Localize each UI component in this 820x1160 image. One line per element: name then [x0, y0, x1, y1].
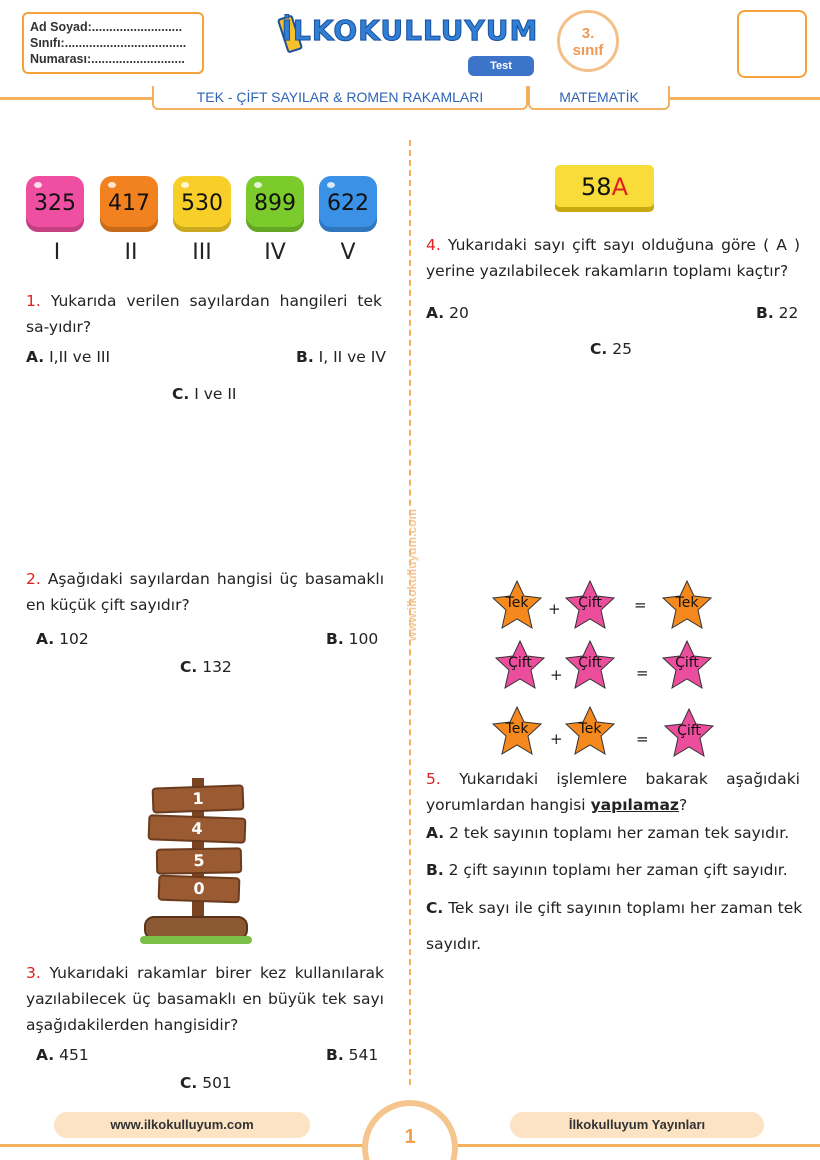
number-label: Numarası:........................... [30, 52, 185, 66]
question-number: 4. [426, 236, 441, 254]
plus-sign: + [550, 666, 563, 684]
tile-value: 530 [181, 191, 223, 216]
question-2-text [26, 566, 384, 618]
star-label: Çift [508, 655, 532, 671]
roman-numeral: IV [264, 240, 286, 265]
option-letter: B. [756, 304, 774, 322]
option-letter: B. [326, 1046, 344, 1064]
number-tile [319, 176, 377, 232]
roman-numeral: III [192, 240, 212, 265]
option-text: 2 tek sayının toplamı her zaman tek sayıdır. [449, 824, 790, 842]
plus-sign: + [550, 730, 563, 748]
question-number: 3. [26, 964, 41, 982]
equals-sign: = [634, 596, 647, 614]
star-label: Tek [505, 595, 529, 611]
option-text: I ve II [194, 385, 237, 403]
question-1-text [26, 288, 382, 340]
tile-value: 622 [327, 191, 369, 216]
tile-value: 417 [108, 191, 150, 216]
q1-option-c[interactable] [172, 385, 236, 403]
q4-option-b[interactable] [756, 304, 798, 322]
question-body: Yukarıdaki rakamlar birer kez kullanılarak yazılabilecek üç basamaklı en büyük tek sayı aşağıdakilerden hangisidir? [26, 964, 384, 1034]
option-letter: A. [26, 348, 45, 366]
wooden-signpost [138, 770, 258, 948]
star-label: Tek [578, 721, 602, 737]
star-icon [563, 704, 617, 758]
option-letter: A. [36, 1046, 55, 1064]
option-letter: C. [180, 658, 198, 676]
number-tile [173, 176, 231, 232]
page-number: 1 [362, 1100, 458, 1160]
q3-option-a[interactable] [36, 1046, 89, 1064]
star-icon [660, 578, 714, 632]
box-digits: 58 [581, 173, 612, 201]
option-text: 2 çift sayının toplamı her zaman çift sayıdır. [448, 861, 788, 879]
number-box [555, 165, 654, 212]
question-number: 1. [26, 292, 41, 310]
star-icon [490, 704, 544, 758]
box-letter: A [611, 173, 628, 201]
plus-sign: + [548, 600, 561, 618]
star-icon [563, 638, 617, 692]
equals-sign: = [636, 730, 649, 748]
number-tile [26, 176, 84, 232]
question-body: Yukarıda verilen sayılardan hangileri tek sa-yıdır? [26, 292, 382, 336]
star-label: Çift [578, 595, 602, 611]
q2-option-b[interactable] [326, 630, 378, 648]
q3-option-b[interactable] [326, 1046, 378, 1064]
option-text: 132 [202, 658, 232, 676]
subject-title: MATEMATİK [528, 86, 670, 110]
option-text: 20 [449, 304, 469, 322]
number-tile [246, 176, 304, 232]
option-text: I,II ve III [49, 348, 111, 366]
tile-value: 899 [254, 191, 296, 216]
student-info-box [22, 12, 204, 74]
option-text: Tek sayı ile çift sayının toplamı her zaman tek [448, 899, 803, 917]
grade-badge [557, 10, 619, 72]
q1-option-a[interactable] [26, 348, 110, 366]
signpost-plank: 0 [158, 875, 241, 904]
option-letter: A. [36, 630, 55, 648]
tile-value: 325 [34, 191, 76, 216]
option-letter: A. [426, 304, 445, 322]
q4-option-a[interactable] [426, 304, 469, 322]
star-label: Tek [675, 595, 699, 611]
option-letter: A. [426, 824, 445, 842]
roman-numeral: V [340, 240, 356, 265]
option-text: 22 [778, 304, 799, 322]
option-text: 451 [59, 1046, 89, 1064]
worksheet-title: TEK - ÇİFT SAYILAR & ROMEN RAKAMLARI [152, 86, 528, 110]
option-text: 102 [59, 630, 89, 648]
signpost-plank: 1 [152, 784, 245, 813]
grass-icon [140, 936, 252, 944]
grade-word: sınıf [572, 42, 604, 59]
watermark [392, 500, 432, 660]
q5-option-c-continued: sayıdır. [426, 935, 482, 953]
q2-option-c[interactable] [180, 658, 232, 676]
option-text: 100 [348, 630, 379, 648]
star-icon [493, 638, 547, 692]
star-icon [660, 638, 714, 692]
question-emphasis: yapılamaz [590, 796, 679, 814]
name-label: Ad Soyad:.......................... [30, 20, 183, 34]
equals-sign: = [636, 664, 649, 682]
option-letter: C. [590, 340, 608, 358]
question-body: Yukarıdaki sayı çift sayı olduğuna göre ( A ) yerine yazılabilecek rakamların toplamı kaçtır? [426, 236, 800, 280]
option-letter: B. [296, 348, 314, 366]
star-label: Çift [578, 655, 602, 671]
q1-option-b[interactable] [296, 348, 386, 366]
option-text: 541 [348, 1046, 379, 1064]
score-box [737, 10, 807, 78]
q5-option-a[interactable] [426, 824, 789, 842]
question-number: 5. [426, 770, 441, 788]
roman-numeral: II [124, 240, 138, 265]
q5-option-c[interactable] [426, 899, 802, 917]
question-5-text [426, 766, 800, 818]
star-icon [662, 706, 716, 760]
class-label: Sınıfı:................................... [30, 36, 187, 50]
option-letter: C. [172, 385, 190, 403]
q5-option-b[interactable] [426, 861, 788, 879]
option-letter: C. [180, 1074, 198, 1092]
option-letter: B. [426, 861, 444, 879]
option-letter: C. [426, 899, 444, 917]
star-icon [490, 578, 544, 632]
test-badge: Test [468, 56, 534, 76]
question-4-text [426, 232, 800, 284]
watermark-text: www.ilkokulluyum.com [405, 508, 419, 642]
roman-numeral: I [53, 240, 61, 265]
question-end: ? [678, 796, 688, 814]
signpost-plank: 4 [148, 814, 247, 843]
q2-option-a[interactable] [36, 630, 89, 648]
footer-website[interactable]: www.ilkokulluyum.com [54, 1112, 310, 1138]
star-label: Tek [505, 721, 529, 737]
q4-option-c[interactable] [590, 340, 632, 358]
star-icon [563, 578, 617, 632]
question-3-text [26, 960, 384, 1038]
option-letter: B. [326, 630, 344, 648]
option-text: 501 [202, 1074, 232, 1092]
question-body: Yukarıdaki işlemlere bakarak aşağıdaki yorumlardan hangisi [426, 770, 800, 814]
option-text: 25 [612, 340, 632, 358]
footer-publisher: İlkokulluyum Yayınları [510, 1112, 764, 1138]
brand-logo: İLKOKULLUYUM [281, 14, 539, 47]
signpost-plank: 5 [156, 847, 242, 874]
q3-option-c[interactable] [180, 1074, 232, 1092]
question-body: Aşağıdaki sayılardan hangisi üç basamaklı en küçük çift sayıdır? [26, 570, 384, 614]
grade-number: 3. [581, 25, 595, 42]
question-number: 2. [26, 570, 41, 588]
option-text: I, II ve IV [318, 348, 386, 366]
star-label: Çift [677, 723, 701, 739]
number-tile [100, 176, 158, 232]
star-label: Çift [675, 655, 699, 671]
